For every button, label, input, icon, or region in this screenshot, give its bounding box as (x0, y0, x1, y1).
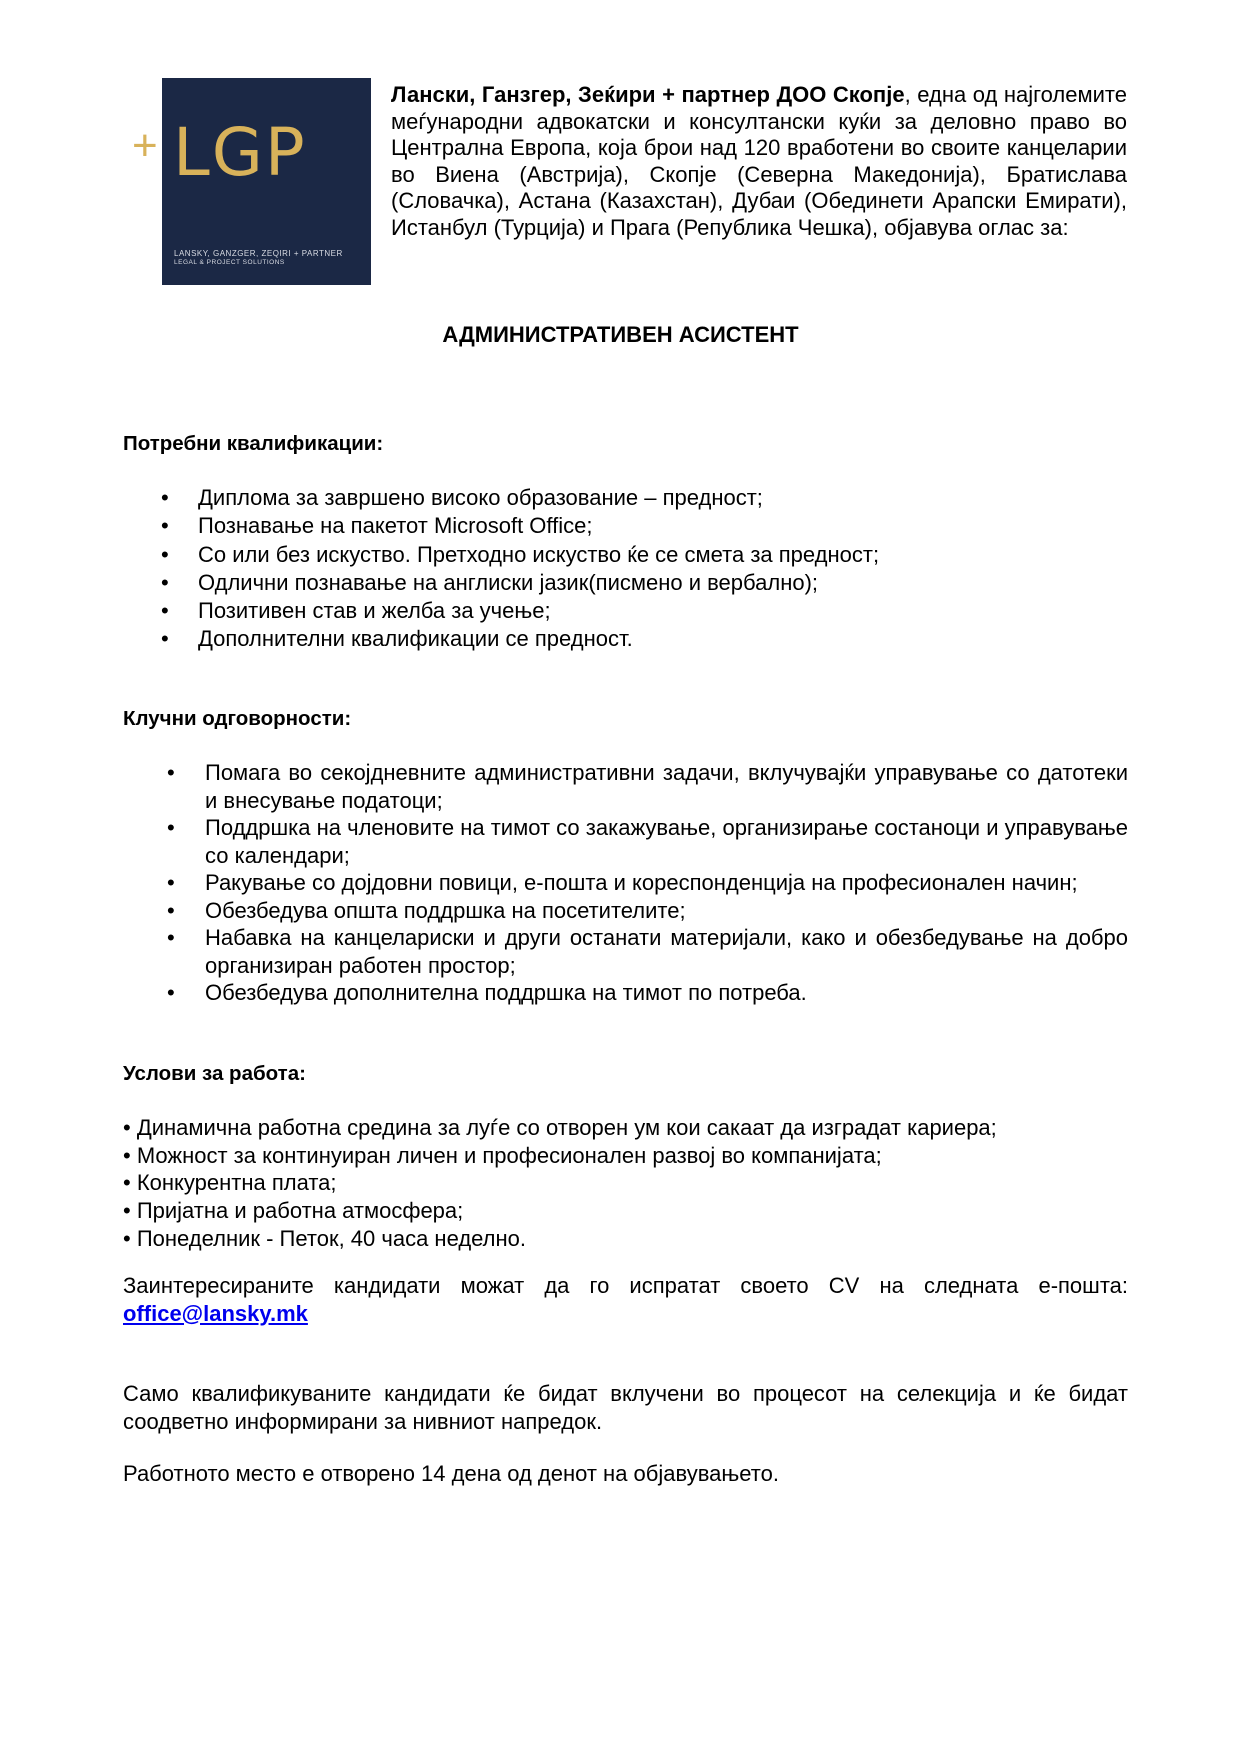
list-item: • Познавање на пакетот Microsoft Office; (198, 512, 1128, 540)
logo-letters: LGP (173, 114, 307, 191)
conditions-list (123, 1114, 1128, 1253)
job-title: АДМИНИСТРАТИВЕН АСИСТЕНТ (442, 322, 799, 347)
company-name: Лански, Ганзгер, Зеќири + партнер ДОО Скопје (391, 82, 905, 107)
list-item: • Дополнителни квалификации се предност. (198, 625, 1128, 653)
responsibilities-list (167, 759, 1128, 1007)
list-item: • Со или без искуство. Претходно искуство ќе се смета за предност; (198, 541, 1128, 569)
logo-firm-name: LANSKY, GANZGER, ZEQIRI + PARTNER (174, 249, 343, 258)
bullet-icon: • (161, 626, 169, 652)
bullet-icon: • (167, 980, 175, 1005)
email-link[interactable]: office@lansky.mk (123, 1300, 308, 1326)
logo-plus-mark: + (132, 121, 158, 170)
qualifications-list (161, 484, 1128, 654)
list-item: • Помага во секојдневните административни задачи, вклучувајќи управување со датотеки и внесување податоци; (167, 760, 1128, 813)
logo-tagline: LEGAL & PROJECT SOLUTIONS (174, 259, 285, 266)
list-item: • Обезбедува дополнителна поддршка на тимот по потреба. (167, 980, 807, 1005)
list-item: • Ракување со дојдовни повици, е-пошта и кореспонденција на професионален начин; (167, 870, 1078, 895)
bullet-icon: • (161, 569, 169, 595)
bullet-icon: • (167, 760, 175, 785)
selection-paragraph: Само квалификуваните кандидати ќе бидат вклучени во процесот на селекција и ќе бидат соодветно информирани за нивниот напредок. (123, 1381, 1128, 1434)
bullet-icon: • (167, 925, 175, 950)
apply-text: Заинтересираните кандидати можат да го испратат своето CV на следната е-пошта: (123, 1273, 1128, 1298)
intro-paragraph (391, 82, 1127, 241)
list-item: • Можност за континуиран личен и професионален развој во компанијата; (123, 1142, 882, 1168)
company-logo (132, 78, 371, 285)
list-item: • Конкурентна плата; (123, 1170, 337, 1196)
list-item: • Обезбедува општа поддршка на посетителите; (167, 897, 686, 923)
list-item: • Одлични познавање на англиски јазик(писмено и вербално); (198, 569, 1128, 597)
responsibilities-heading: Клучни одговорности: (123, 707, 352, 730)
conditions-heading: Услови за работа: (123, 1062, 306, 1085)
list-item: • Диплома за завршено високо образование – предност; (198, 484, 1128, 512)
qualifications-heading: Потребни квалификации: (123, 432, 384, 455)
bullet-icon: • (161, 598, 169, 624)
intro-text: , една од најголемите меѓународни адвокатски и консултански куќи за деловно право во Централна Европа, која брои над 120 вработени во своите канцеларии во Виена (Австрија), Скопје (Северна Македонија), Братислава (Словачка), Астана (Казахстан), Дубаи (Обединети Арапски Емирати), Истанбул (Турција) и Прага (Република Чешка), објавува оглас за: (391, 82, 1127, 240)
bullet-icon: • (161, 485, 169, 510)
bullet-icon: • (161, 513, 169, 539)
bullet-icon: • (161, 541, 169, 567)
open-period-paragraph: Работното место е отворено 14 дена од денот на објавувањето. (123, 1461, 779, 1486)
bullet-icon: • (167, 815, 175, 840)
list-item: • Понеделник - Петок, 40 часа неделно. (123, 1225, 526, 1251)
apply-paragraph (123, 1272, 1128, 1327)
bullet-icon: • (167, 870, 175, 895)
list-item: • Поддршка на членовите на тимот со закажување, организирање состаноци и управување со календари; (167, 815, 1128, 868)
list-item: • Позитивен став и желба за учење; (198, 597, 1128, 625)
bullet-icon: • (167, 897, 175, 923)
list-item: • Динамична работна средина за луѓе со отворен ум кои сакаат да изградат кариера; (123, 1115, 997, 1140)
list-item: • Пријатна и работна атмосфера; (123, 1198, 464, 1224)
list-item: • Набавка на канцелариски и други останати материјали, како и обезбедување на добро организиран работен простор; (167, 925, 1128, 978)
